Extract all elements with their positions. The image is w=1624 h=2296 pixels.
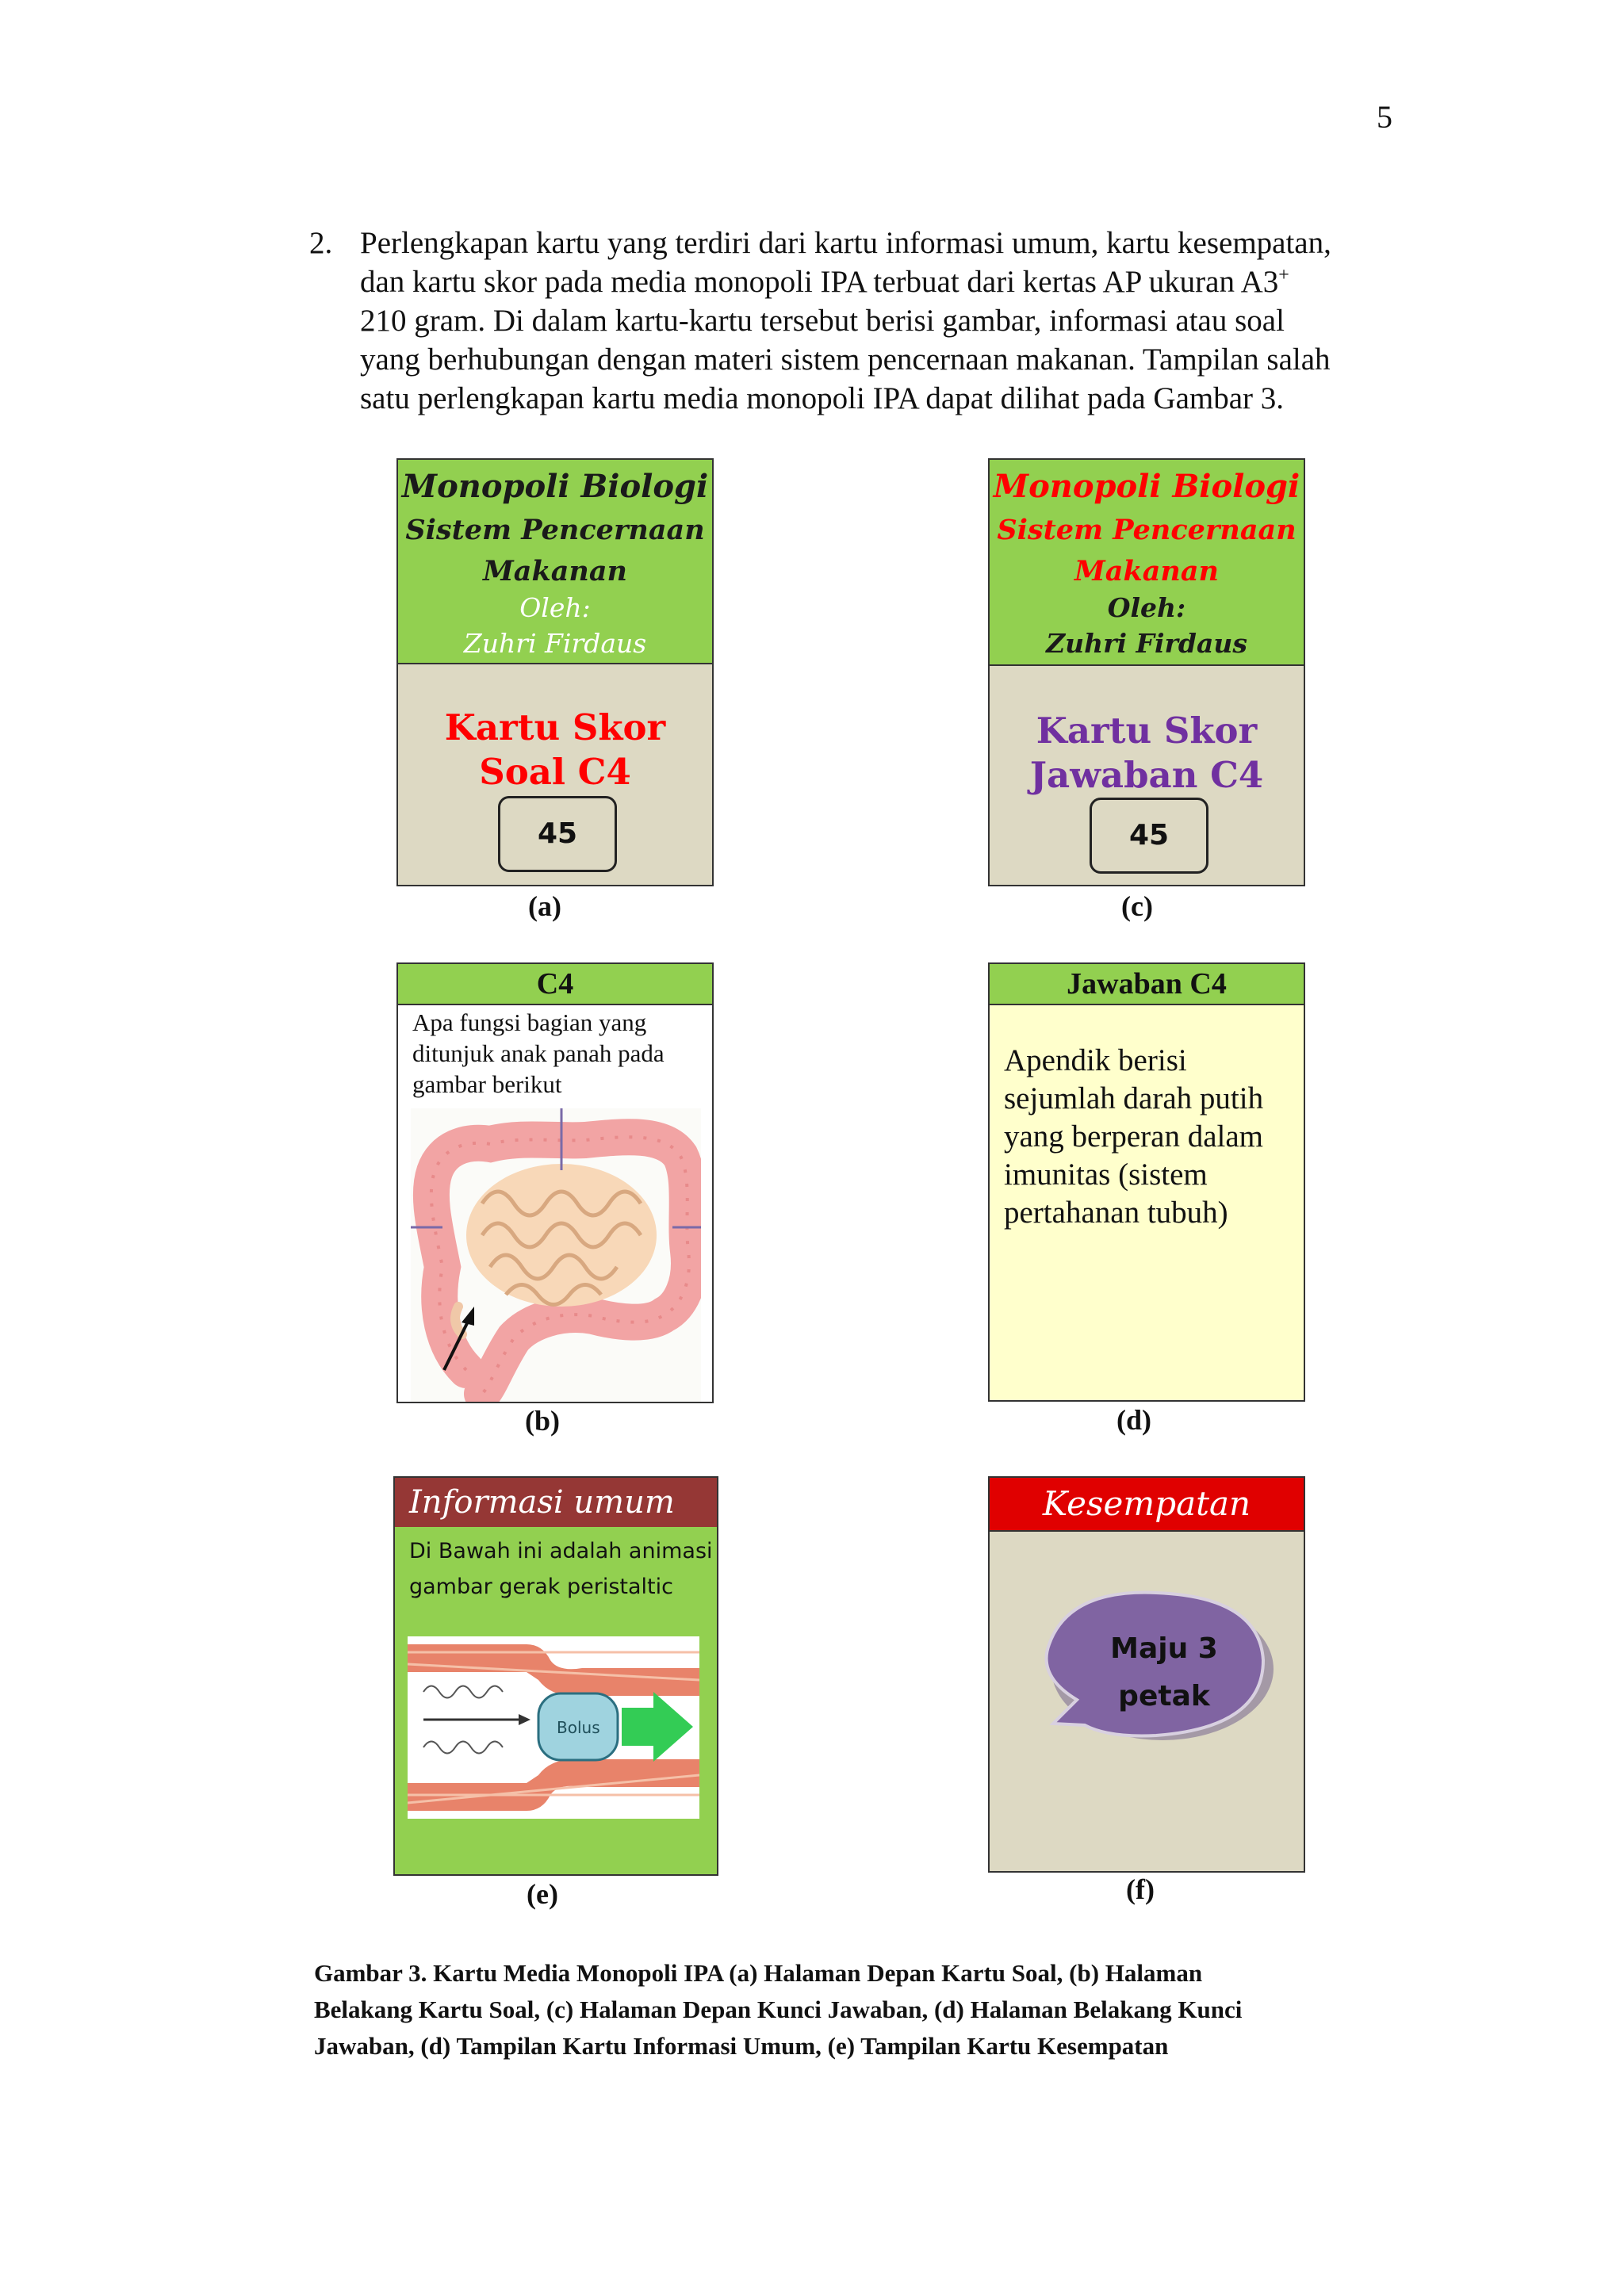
score-card-title-line: Kartu Skor: [444, 706, 666, 748]
general-info-card: [393, 1476, 718, 1876]
score-card-answer: [988, 458, 1305, 886]
score-card-title-line: Kartu Skor: [1036, 710, 1258, 752]
question-text: [412, 1007, 665, 1100]
card-label-d: (d): [1116, 1404, 1151, 1436]
card-header-subtitle: Sistem Pencernaan: [405, 514, 705, 546]
page-number: 5: [1377, 99, 1392, 135]
card-header-title: Monopoli Biologi: [401, 468, 709, 505]
body-paragraph: [309, 224, 1392, 418]
info-line: Di Bawah ini adalah animasi: [409, 1539, 713, 1563]
answer-line: Apendik berisi: [1004, 1043, 1187, 1077]
answer-line: imunitas (sistem: [1004, 1158, 1208, 1192]
score-card-title-line: Soal C4: [479, 751, 631, 793]
card-header-subtitle: Makanan: [483, 555, 627, 587]
bubble-text: [1037, 1625, 1291, 1720]
card-label-a: (a): [528, 890, 561, 922]
info-line: gambar gerak peristaltic: [409, 1575, 673, 1599]
paragraph-line: yang berhubungan dengan materi sistem pencernaan makanan. Tampilan salah: [360, 342, 1331, 377]
answer-line: pertahanan tubuh): [1004, 1196, 1228, 1230]
answer-card-body: [990, 1005, 1304, 1400]
question-line: Apa fungsi bagian yang: [412, 1008, 647, 1036]
score-box: 45: [1090, 798, 1208, 874]
intestine-illustration: [411, 1108, 701, 1403]
bubble-line: Maju 3: [1110, 1632, 1218, 1665]
paragraph-line: 210 gram. Di dalam kartu-kartu tersebut berisi gambar, informasi atau soal: [360, 304, 1285, 338]
card-label-e: (e): [527, 1878, 558, 1910]
figure-caption-line: Gambar 3. Kartu Media Monopoli IPA (a) Halaman Depan Kartu Soal, (b) Halaman: [314, 1959, 1203, 1987]
card-body: [990, 666, 1304, 885]
answer-line: sejumlah darah putih: [1004, 1081, 1264, 1115]
answer-line: yang berperan dalam: [1004, 1119, 1264, 1154]
card-header-title: Monopoli Biologi: [993, 468, 1300, 505]
paragraph-line: Perlengkapan kartu yang terdiri dari kartu informasi umum, kartu kesempatan,: [360, 226, 1331, 260]
question-line: ditunjuk anak panah pada: [412, 1039, 665, 1067]
card-label-f: (f): [1126, 1873, 1155, 1905]
score-card-title: [990, 709, 1304, 798]
chance-card: [988, 1476, 1305, 1873]
card-label-b: (b): [525, 1405, 560, 1437]
question-card-body: [398, 1005, 712, 1402]
figure-caption: [314, 1955, 1372, 2064]
paragraph-line: [360, 262, 1392, 301]
card-header-by: Oleh:: [1107, 592, 1186, 623]
bubble-line: petak: [1118, 1680, 1210, 1712]
answer-text: [1004, 1042, 1263, 1232]
figure-caption-line: Jawaban, (d) Tampilan Kartu Informasi Umum, (e) Tampilan Kartu Kesempatan: [314, 2032, 1169, 2060]
card-body: [398, 664, 712, 885]
paragraph-line-text: dan kartu skor pada media monopoli IPA terbuat dari kertas AP ukuran A3: [360, 265, 1279, 299]
question-card-header: C4: [398, 964, 712, 1005]
card-header-by: Oleh:: [519, 592, 591, 623]
question-card: [396, 962, 714, 1403]
superscript: +: [1278, 265, 1289, 285]
paragraph-line: satu perlengkapan kartu media monopoli IPA dapat dilihat pada Gambar 3.: [360, 381, 1285, 415]
info-card-text: [409, 1533, 713, 1605]
card-header-author: Zuhri Firdaus: [463, 628, 647, 659]
answer-card: [988, 962, 1305, 1402]
peristalsis-illustration: [408, 1636, 699, 1819]
question-line: gambar berikut: [412, 1070, 562, 1098]
score-card-title: [398, 706, 712, 794]
answer-card-header: Jawaban C4: [990, 964, 1304, 1005]
card-header: [398, 460, 712, 664]
card-header-author: Zuhri Firdaus: [1046, 628, 1247, 659]
card-label-c: (c): [1121, 890, 1153, 922]
figure-caption-line: Belakang Kartu Soal, (c) Halaman Depan Kunci Jawaban, (d) Halaman Belakang Kunci: [314, 1996, 1243, 2023]
info-card-header: Informasi umum: [395, 1478, 717, 1527]
chance-card-header: Kesempatan: [990, 1478, 1304, 1532]
card-header: [990, 460, 1304, 666]
score-box: 45: [498, 796, 617, 872]
bolus-label: Bolus: [557, 1718, 600, 1737]
card-header-subtitle: Sistem Pencernaan: [997, 514, 1297, 546]
score-card-question: [396, 458, 714, 886]
list-number: 2.: [309, 226, 333, 260]
score-card-title-line: Jawaban C4: [1029, 754, 1264, 796]
card-header-subtitle: Makanan: [1074, 555, 1219, 587]
